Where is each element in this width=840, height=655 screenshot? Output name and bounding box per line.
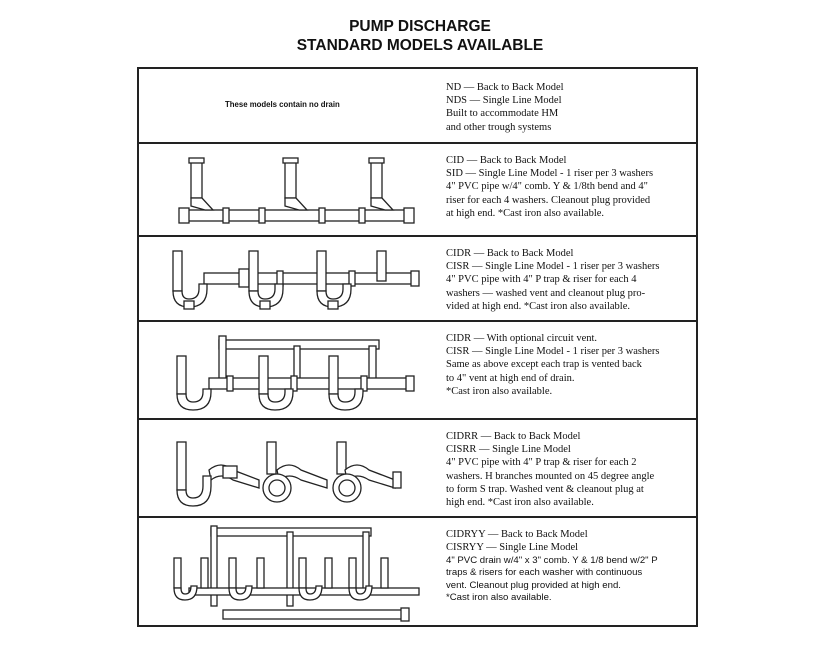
model-description-detail — [446, 555, 696, 605]
desc-line: CIDR — With optional circuit vent. — [446, 333, 598, 344]
desc-line: washers. H branches mounted on 45 degree angle — [446, 470, 655, 482]
desc-line: ND — Back to Back Model — [446, 82, 564, 93]
model-row-cidr — [137, 235, 698, 322]
desc-line: vent. Cleanout plug provided at high end. — [446, 579, 621, 591]
desc-line: high end. *Cast iron also available. — [446, 497, 594, 509]
desc-line: Same as above except each trap is vented back — [446, 359, 642, 371]
desc-line: riser for each 4 washers. Cleanout plug provided — [446, 194, 651, 206]
model-description — [446, 430, 696, 509]
continuous-vent-diagram — [149, 522, 439, 626]
model-description — [446, 332, 696, 398]
desc-line: 4" PVC drain w/4" x 3" comb. Y & 1/8 bend w/2" P — [446, 555, 658, 566]
desc-line: washers — washed vent and cleanout plug pro- — [446, 287, 646, 299]
desc-line: at high end. *Cast iron also available. — [446, 207, 605, 219]
desc-line: 4" PVC pipe w/4" comb. Y & 1/8th bend and 4" — [446, 181, 648, 193]
desc-line: *Cast iron also available. — [446, 385, 553, 397]
model-description — [446, 528, 696, 554]
page-title: PUMP DISCHARGE — [349, 18, 491, 35]
model-row-cid — [137, 142, 698, 237]
model-description — [446, 247, 696, 313]
page-subtitle: STANDARD MODELS AVAILABLE — [296, 37, 544, 54]
desc-line: NDS — Single Line Model — [446, 95, 562, 107]
desc-line: CIDR — Back to Back Model — [446, 248, 574, 259]
desc-line: Built to accommodate HM — [446, 108, 559, 120]
desc-line: to 4" vent at high end of drain. — [446, 372, 575, 384]
desc-line: traps & risers for each washer with continuous — [446, 567, 643, 579]
desc-line: CISRYY — Single Line Model — [446, 542, 579, 554]
model-row-nd — [137, 67, 698, 144]
model-description — [446, 154, 696, 220]
model-description — [446, 81, 696, 134]
desc-line: 4" PVC pipe with 4" P trap & riser for each 2 — [446, 457, 637, 469]
model-row-cidrr — [137, 418, 698, 518]
desc-line: to form S trap. Washed vent & cleanout plug at — [446, 483, 644, 495]
desc-line: CISRR — Single Line Model — [446, 444, 571, 456]
desc-line: vided at high end. *Cast iron also available. — [446, 300, 630, 312]
desc-line: CISR — Single Line Model - 1 riser per 3 washers — [446, 346, 660, 358]
desc-line: 4" PVC pipe with 4" P trap & riser for each 4 — [446, 274, 637, 286]
model-row-cidr-vent — [137, 320, 698, 420]
circuit-vent-diagram — [149, 326, 439, 418]
desc-line: *Cast iron also available. — [446, 592, 552, 604]
desc-line: CIDRR — Back to Back Model — [446, 431, 581, 442]
no-drain-note: These models contain no drain — [225, 100, 340, 109]
p-trap-diagram — [149, 241, 439, 321]
desc-line: CISR — Single Line Model - 1 riser per 3 washers — [446, 261, 660, 273]
s-trap-diagram — [149, 424, 439, 516]
desc-line: CID — Back to Back Model — [446, 155, 567, 166]
desc-line: SID — Single Line Model - 1 riser per 3 washers — [446, 168, 654, 180]
pipe-riser-diagram — [149, 148, 439, 233]
model-row-cidryy — [137, 516, 698, 627]
desc-line: and other trough systems — [446, 121, 552, 133]
desc-line: CIDRYY — Back to Back Model — [446, 529, 588, 540]
